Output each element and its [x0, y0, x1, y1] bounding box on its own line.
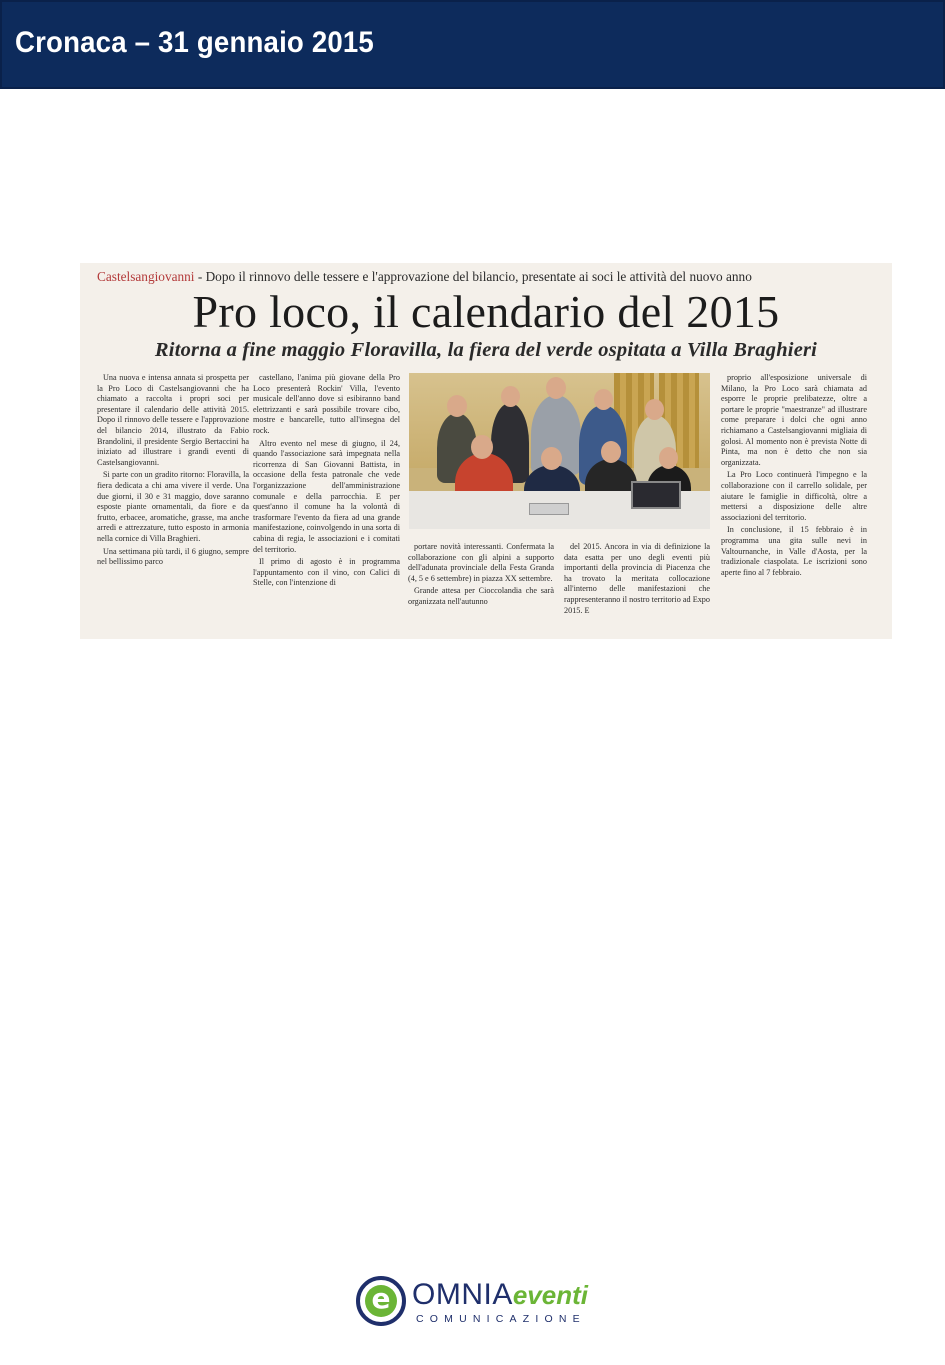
paragraph: La Pro Loco continuerà l'impegno e la collaborazione con il carrello solidale, per aiutare le famiglie in difficoltà, oltre a mettersi a disposizione delle altre associazioni del territorio.: [721, 470, 867, 522]
paragraph: Il primo di agosto è in programma l'appuntamento con il vino, con Calici di Stelle, con l'intenzione di: [253, 557, 400, 588]
kicker-location: Castelsangiovanni: [97, 269, 195, 284]
header-bar: [0, 0, 945, 89]
article-photo: [409, 373, 710, 529]
logo-wordmark: OMNIAeventi: [412, 1278, 588, 1311]
article-column-3: [408, 542, 554, 632]
paragraph: Altro evento nel mese di giugno, il 24, quando l'associazione sarà impegnata nella ricorrenza di San Giovanni Battista, in occasione della festa patronale che vede l'organizzazione dell'amministrazione comunale e della parrocchia. E per quest'anno il comune ha la volontà di trasformare l'evento da fiera ad una grande manifestazione, coinvolgendo in una sorta di cabina di regia, le associazioni e i comitati del territorio.: [253, 438, 400, 554]
article-column-4: [564, 542, 710, 632]
paragraph: Grande attesa per Cioccolandia che sarà organizzata nell'autunno: [408, 586, 554, 606]
page-title: Cronaca – 31 gennaio 2015: [15, 26, 374, 59]
paragraph: del 2015. Ancora in via di definizione la data esatta per uno degli eventi più importanti della provincia di Piacenza che ha trovato la meritata collocazione all'interno delle manifestazioni che rappresenteranno il nostro territorio ad Expo 2015. E: [564, 542, 710, 615]
paragraph: portare novità interessanti. Confermata la collaborazione con gli alpini a supporto dell'adunata provinciale della Festa Granda (4, 5 e 6 settembre) in piazza XX settembre.: [408, 542, 554, 583]
paragraph: In conclusione, il 15 febbraio è in programma una gita sulle nevi in Valtournanche, in Valle d'Aosta, per la tradizionale ciaspolata. Le iscrizioni sono aperte fino al 7 febbraio.: [721, 525, 867, 577]
article-headline: Pro loco, il calendario del 2015: [192, 286, 780, 337]
omnia-eventi-logo: [356, 1275, 606, 1335]
article-column-2: [253, 373, 400, 631]
paragraph: Si parte con un gradito ritorno: Floravilla, la fiera dedicata a chi ama vivere il verde. Una due giorni, il 30 e 31 maggio, dove saranno esposte piante ornamentali, da fiore e da frutto, erbacee, aromatiche, grasse, ma anche arredi e attrezzature, tutto esposto in armonia nella cornice di Villa Braghieri.: [97, 470, 249, 543]
article-kicker: [97, 269, 887, 285]
article-column-5: [721, 373, 867, 631]
logo-tagline: COMUNICAZIONE: [416, 1313, 586, 1325]
paragraph: castellano, l'anima più giovane della Pro Loco presenterà Rockin' Villa, l'evento musicale dell'anno dove si esibiranno band elettrizzanti e sarà possibile trovare cibo, mostre e bancarelle, tutto all'insegna del rock.: [253, 373, 400, 435]
paragraph: Una nuova e intensa annata si prospetta per la Pro Loco di Castelsangiovanni che ha chiamato a raccolta i propri soci per presentare il calendario delle attività 2015. Dopo il rinnovo delle tessere e l'approvazione del bilancio 2014, illustrato da Fabio Brandolini, il presidente Sergio Bertaccini ha iniziato ad illustrare i grandi eventi di Castelsangiovanni.: [97, 373, 249, 467]
article-subheadline: Ritorna a fine maggio Floravilla, la fiera del verde ospitata a Villa Braghieri: [154, 339, 818, 361]
logo-e-icon: e: [356, 1276, 406, 1326]
article-column-1: [97, 373, 249, 631]
projector-in-photo: [529, 503, 569, 515]
kicker-text: - Dopo il rinnovo delle tessere e l'approvazione del bilancio, presentate ai soci le attività del nuovo anno: [194, 269, 752, 284]
laptop-in-photo: [631, 481, 681, 509]
paragraph: proprio all'esposizione universale di Milano, la Pro Loco sarà chiamata ad esporre le proprie prelibatezze, oltre a portare le proprie "maestranze" ad illustrare come preparare i dolci che ogni anno richiamano a Castelsangiovanni migliaia di golosi. Al momento non è prevista Notte di Pinta, ma non è detto che non sia organizzata.: [721, 373, 867, 467]
paragraph: Una settimana più tardi, il 6 giugno, sempre nel bellissimo parco: [97, 546, 249, 567]
newspaper-clipping: [80, 263, 892, 639]
